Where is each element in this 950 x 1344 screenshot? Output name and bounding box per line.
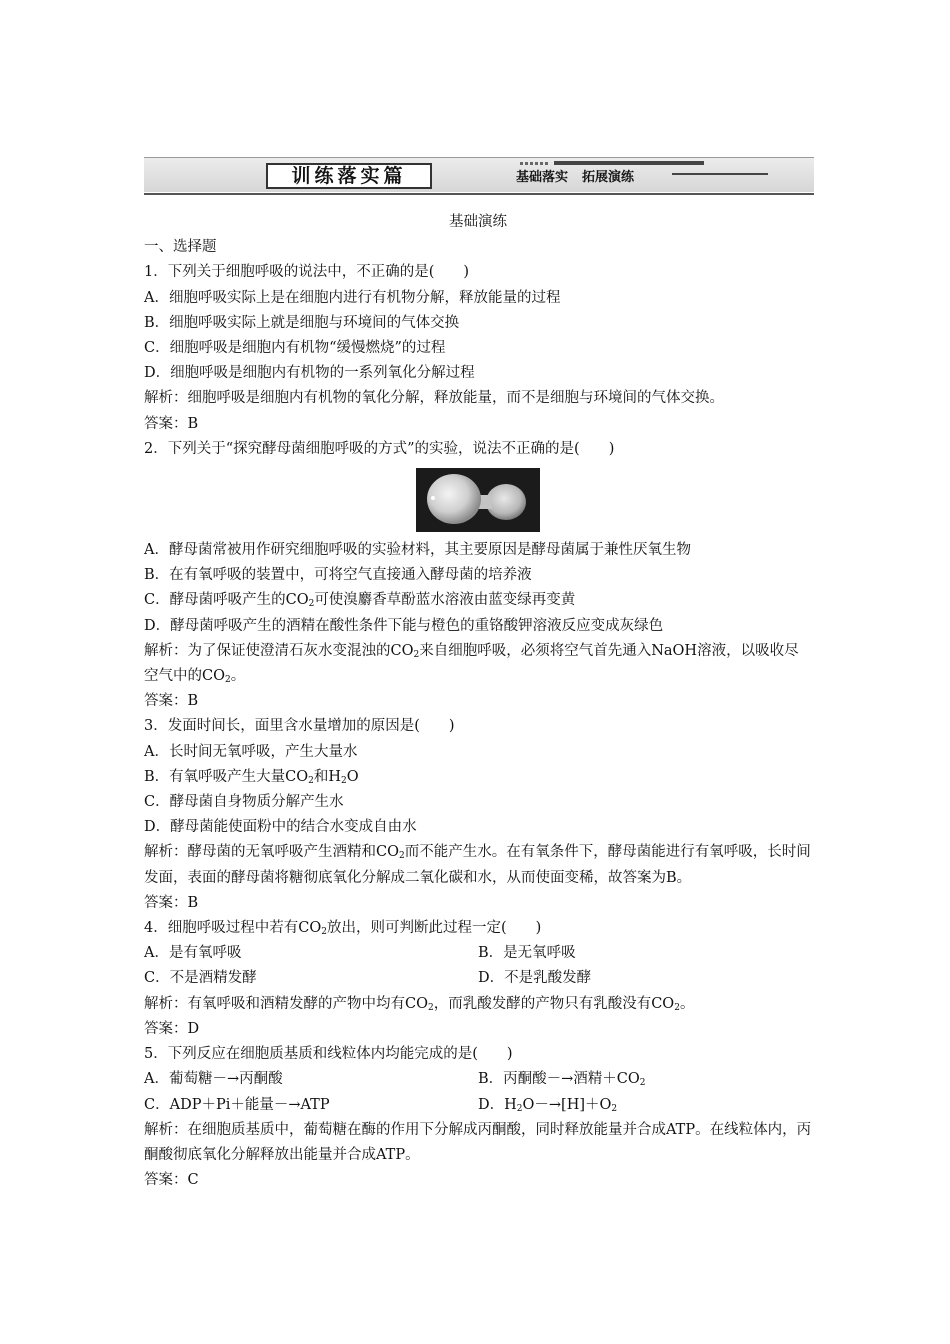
question-3-option-d: D．酵母菌能使面粉中的结合水变成自由水 xyxy=(144,819,417,836)
banner-title: 训练落实篇 xyxy=(266,163,432,189)
question-1-option-a: A．细胞呼吸实际上是在细胞内进行有机物分解，释放能量的过程 xyxy=(144,289,561,306)
question-4-option-b: B．是无氧呼吸 xyxy=(478,945,576,962)
question-4-analysis: 解析：有氧呼吸和酒精发酵的产物中均有$CO_2$，而乳酸发酵的产物只有乳酸没有$CO_2$。 xyxy=(144,995,695,1013)
banner-tail-line xyxy=(672,173,768,175)
question-2-answer: 答案：B xyxy=(144,693,199,710)
question-1-analysis: 解析：细胞呼吸是细胞内有机物的氧化分解，释放能量，而不是细胞与环境间的气体交换。 xyxy=(144,390,724,407)
question-3-option-b: B．有氧呼吸产生大量$CO_2$和$H_2O$ xyxy=(144,768,359,786)
question-5-option-a: A．葡萄糖－→丙酮酸 xyxy=(144,1071,283,1088)
question-2-stem: 2．下列关于“探究酵母菌细胞呼吸的方式”的实验，说法不正确的是( ) xyxy=(144,440,615,457)
banner-subtitle xyxy=(516,168,634,188)
question-3-option-a: A．长时间无氧呼吸，产生大量水 xyxy=(144,743,358,760)
banner-bar-decoration xyxy=(554,161,704,165)
question-1-option-b: B．细胞呼吸实际上就是细胞与环境间的气体交换 xyxy=(144,314,460,331)
question-2-analysis: 解析：为了保证使澄清石灰水变混浊的$CO_2$来自细胞呼吸，必须将空气首先通入NaOH溶液，以吸收尽空气中的$CO_2$。 xyxy=(144,642,799,686)
question-1-option-d: D．细胞呼吸是细胞内有机物的一系列氧化分解过程 xyxy=(144,365,475,382)
question-4-options-row-2 xyxy=(144,966,812,991)
section-banner xyxy=(144,157,814,197)
question-5-options-row-2 xyxy=(144,1093,812,1118)
question-5-option-d: D．$H_2O-\to[H]+O_2$ xyxy=(478,1096,618,1114)
question-2-option-a: A．酵母菌常被用作研究细胞呼吸的实验材料，其主要原因是酵母菌属于兼性厌氧生物 xyxy=(144,542,691,559)
question-2-option-c: C．酵母菌呼吸产生的$CO_2$可使溴麝香草酚蓝水溶液由蓝变绿再变黄 xyxy=(144,592,576,610)
question-1-stem: 1．下列关于细胞呼吸的说法中，不正确的是( ) xyxy=(144,264,470,281)
question-4-option-a: A．是有氧呼吸 xyxy=(144,945,242,962)
question-5-option-b: B．丙酮酸－→酒精$+CO_2$ xyxy=(478,1071,646,1089)
question-4-stem: 4．细胞呼吸过程中若有$CO_2$放出，则可判断此过程一定( ) xyxy=(144,920,542,938)
banner-dots-decoration xyxy=(520,162,548,165)
banner-sub-extend: 拓展演练 xyxy=(582,170,635,185)
question-2-option-d: D．酵母菌呼吸产生的酒精在酸性条件下能与橙色的重铬酸钾溶液反应变成灰绿色 xyxy=(144,617,664,634)
question-5-options-row-1 xyxy=(144,1067,812,1092)
banner-underline xyxy=(144,193,814,195)
question-3-analysis: 解析：酵母菌的无氧呼吸产生酒精和$CO_2$而不能产生水。在有氧条件下，酵母菌能进行有氧呼吸，长时间发面，表面的酵母菌将糖彻底氧化分解成二氧化碳和水，从而使面变稀，故答案为B。 xyxy=(144,844,811,886)
question-5-answer: 答案：C xyxy=(144,1172,199,1189)
question-4-option-c: C．不是酒精发酵 xyxy=(144,970,257,987)
question-1-answer: 答案：B xyxy=(144,415,199,432)
banner-sub-basic: 基础落实 xyxy=(516,170,569,185)
question-3-stem: 3．发面时间长，面里含水量增加的原因是( ) xyxy=(144,718,455,735)
question-4-option-d: D．不是乳酸发酵 xyxy=(478,970,592,987)
question-1-option-c: C．细胞呼吸是细胞内有机物“缓慢燃烧”的过程 xyxy=(144,340,446,357)
part-heading: 一、选择题 xyxy=(144,239,217,256)
document-body xyxy=(144,210,812,1193)
question-5-stem: 5．下列反应在细胞质基质和线粒体内均能完成的是( ) xyxy=(144,1046,513,1063)
question-5-analysis: 解析：在细胞质基质中，葡萄糖在酶的作用下分解成丙酮酸，同时释放能量并合成ATP。在线粒体内，丙酮酸彻底氧化分解释放出能量并合成ATP。 xyxy=(144,1121,812,1163)
question-4-options-row-1 xyxy=(144,941,812,966)
question-2-option-b: B．在有氧呼吸的装置中，可将空气直接通入酵母菌的培养液 xyxy=(144,567,532,584)
question-3-answer: 答案：B xyxy=(144,894,199,911)
question-3-option-c: C．酵母菌自身物质分解产生水 xyxy=(144,794,344,811)
question-4-answer: 答案：D xyxy=(144,1020,200,1037)
question-5-option-c: C．ADP＋Pi＋能量－→ATP xyxy=(144,1096,330,1113)
section-title: 基础演练 xyxy=(449,214,507,230)
yeast-cell-image xyxy=(416,468,540,532)
